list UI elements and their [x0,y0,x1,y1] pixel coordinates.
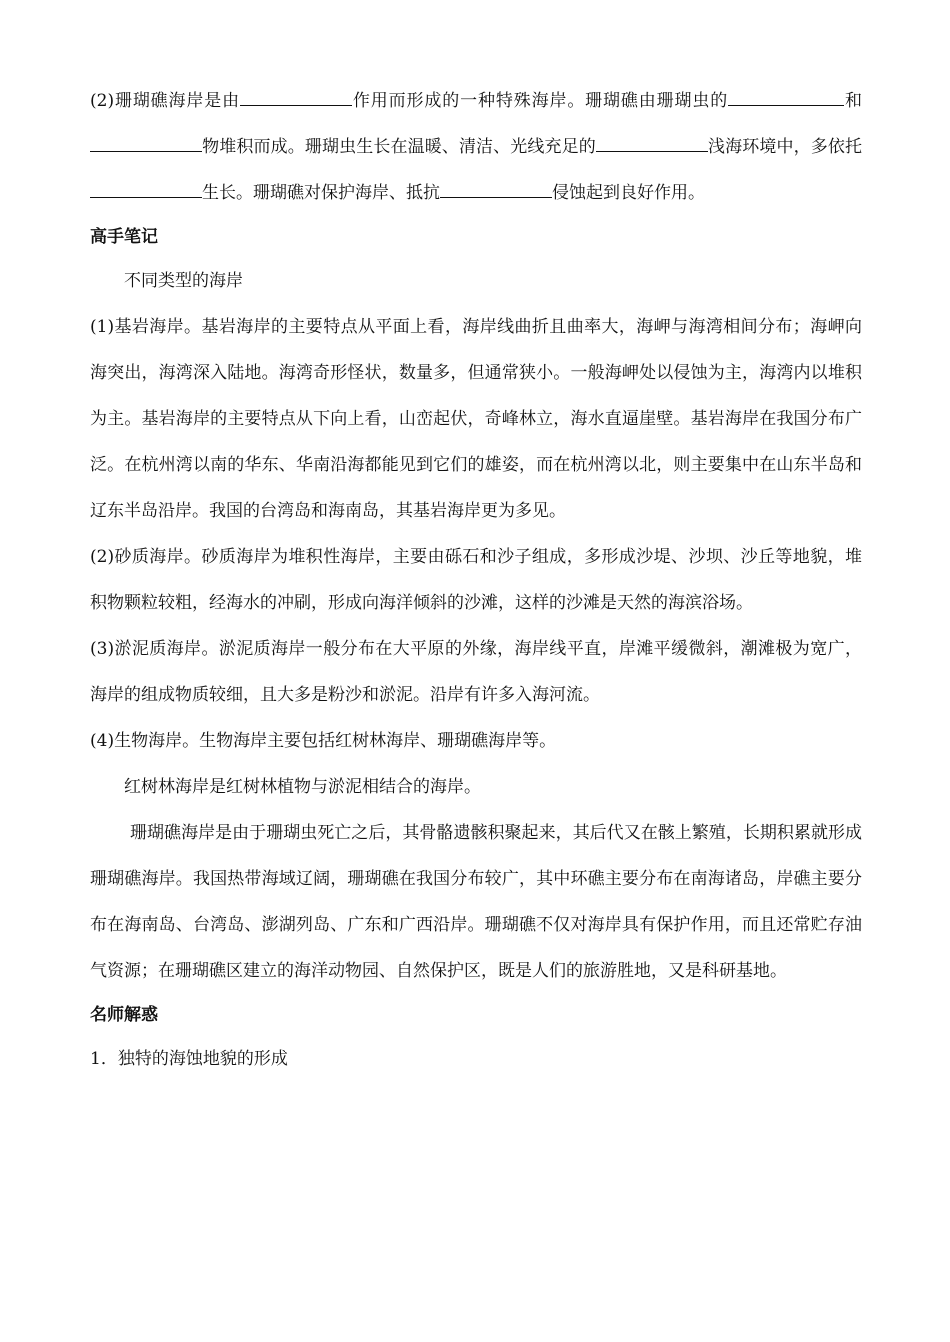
section-heading-notes: 高手笔记 [90,227,158,247]
q2-text-4: 物堆积而成。珊瑚虫生长在温暖、清洁、光线充足的 [202,137,596,157]
question-2-fill-in [90,78,862,216]
notes-paragraph-coral-reef-coast: 珊瑚礁海岸是由于珊瑚虫死亡之后，其骨骼遗骸积聚起来，其后代又在骸上繁殖，长期积累就形成珊瑚礁海岸。我国热带海域辽阔，珊瑚礁在我国分布较广，其中环礁主要分布在南海诸岛，岸礁主要分布在海南岛、台湾岛、澎湖列岛、广东和广西沿岸。珊瑚礁不仅对海岸具有保护作用，而且还常贮存油气资源；在珊瑚礁区建立的海洋动物园、自然保护区，既是人们的旅游胜地，又是科研基地。 [90,823,862,981]
notes-paragraph-muddy-coast: (3)淤泥质海岸。淤泥质海岸一般分布在大平原的外缘，海岸线平直，岸滩平缓微斜，潮滩极为宽广，海岸的组成物质较细，且大多是粉沙和淤泥。沿岸有许多入海河流。 [90,639,862,705]
notes-subtitle: 不同类型的海岸 [124,271,243,291]
document-page [90,78,862,1082]
q2-text-5: 浅海环境中，多依托 [707,137,863,157]
answer-blank-5[interactable] [90,180,202,198]
section-heading-teacher: 名师解惑 [90,1005,158,1025]
q2-text-2: 作用而形成的一种特殊海岸。珊瑚礁由珊瑚虫的 [352,91,729,111]
notes-paragraph-sandy-coast: (2)砂质海岸。砂质海岸为堆积性海岸，主要由砾石和沙子组成，多形成沙堤、沙坝、沙丘等地貌，堆积物颗粒较粗，经海水的冲刷，形成向海洋倾斜的沙滩，这样的沙滩是天然的海滨浴场。 [90,547,862,613]
notes-paragraph-mangrove-coast: 红树林海岸是红树林植物与淤泥相结合的海岸。 [124,777,481,797]
teacher-item-1: 1．独特的海蚀地貌的形成 [90,1049,288,1069]
answer-blank-6[interactable] [440,180,552,198]
answer-blank-3[interactable] [90,134,202,152]
answer-blank-2a[interactable] [728,88,808,106]
notes-paragraph-biological-coast: (4)生物海岸。生物海岸主要包括红树林海岸、珊瑚礁海岸等。 [90,731,557,751]
q2-text-1: (2)珊瑚礁海岸是由 [90,91,241,111]
q2-text-7: 侵蚀起到良好作用。 [552,183,705,203]
q2-text-6: 生长。珊瑚礁对保护海岸、抵抗 [202,183,440,203]
q2-text-3: 和 [844,91,862,111]
notes-paragraph-bedrock-coast: (1)基岩海岸。基岩海岸的主要特点从平面上看，海岸线曲折且曲率大，海岬与海湾相间分布；海岬向海突出，海湾深入陆地。海湾奇形怪状，数量多，但通常狭小。一般海岬处以侵蚀为主，海湾内以堆积为主。基岩海岸的主要特点从下向上看，山峦起伏，奇峰林立，海水直逼崖壁。基岩海岸在我国分布广泛。在杭州湾以南的华东、华南沿海都能见到它们的雄姿，而在杭州湾以北，则主要集中在山东半岛和辽东半岛沿岸。我国的台湾岛和海南岛，其基岩海岸更为多见。 [90,317,862,521]
answer-blank-1[interactable] [240,88,352,106]
answer-blank-2b[interactable] [808,88,844,106]
answer-blank-4[interactable] [596,134,708,152]
